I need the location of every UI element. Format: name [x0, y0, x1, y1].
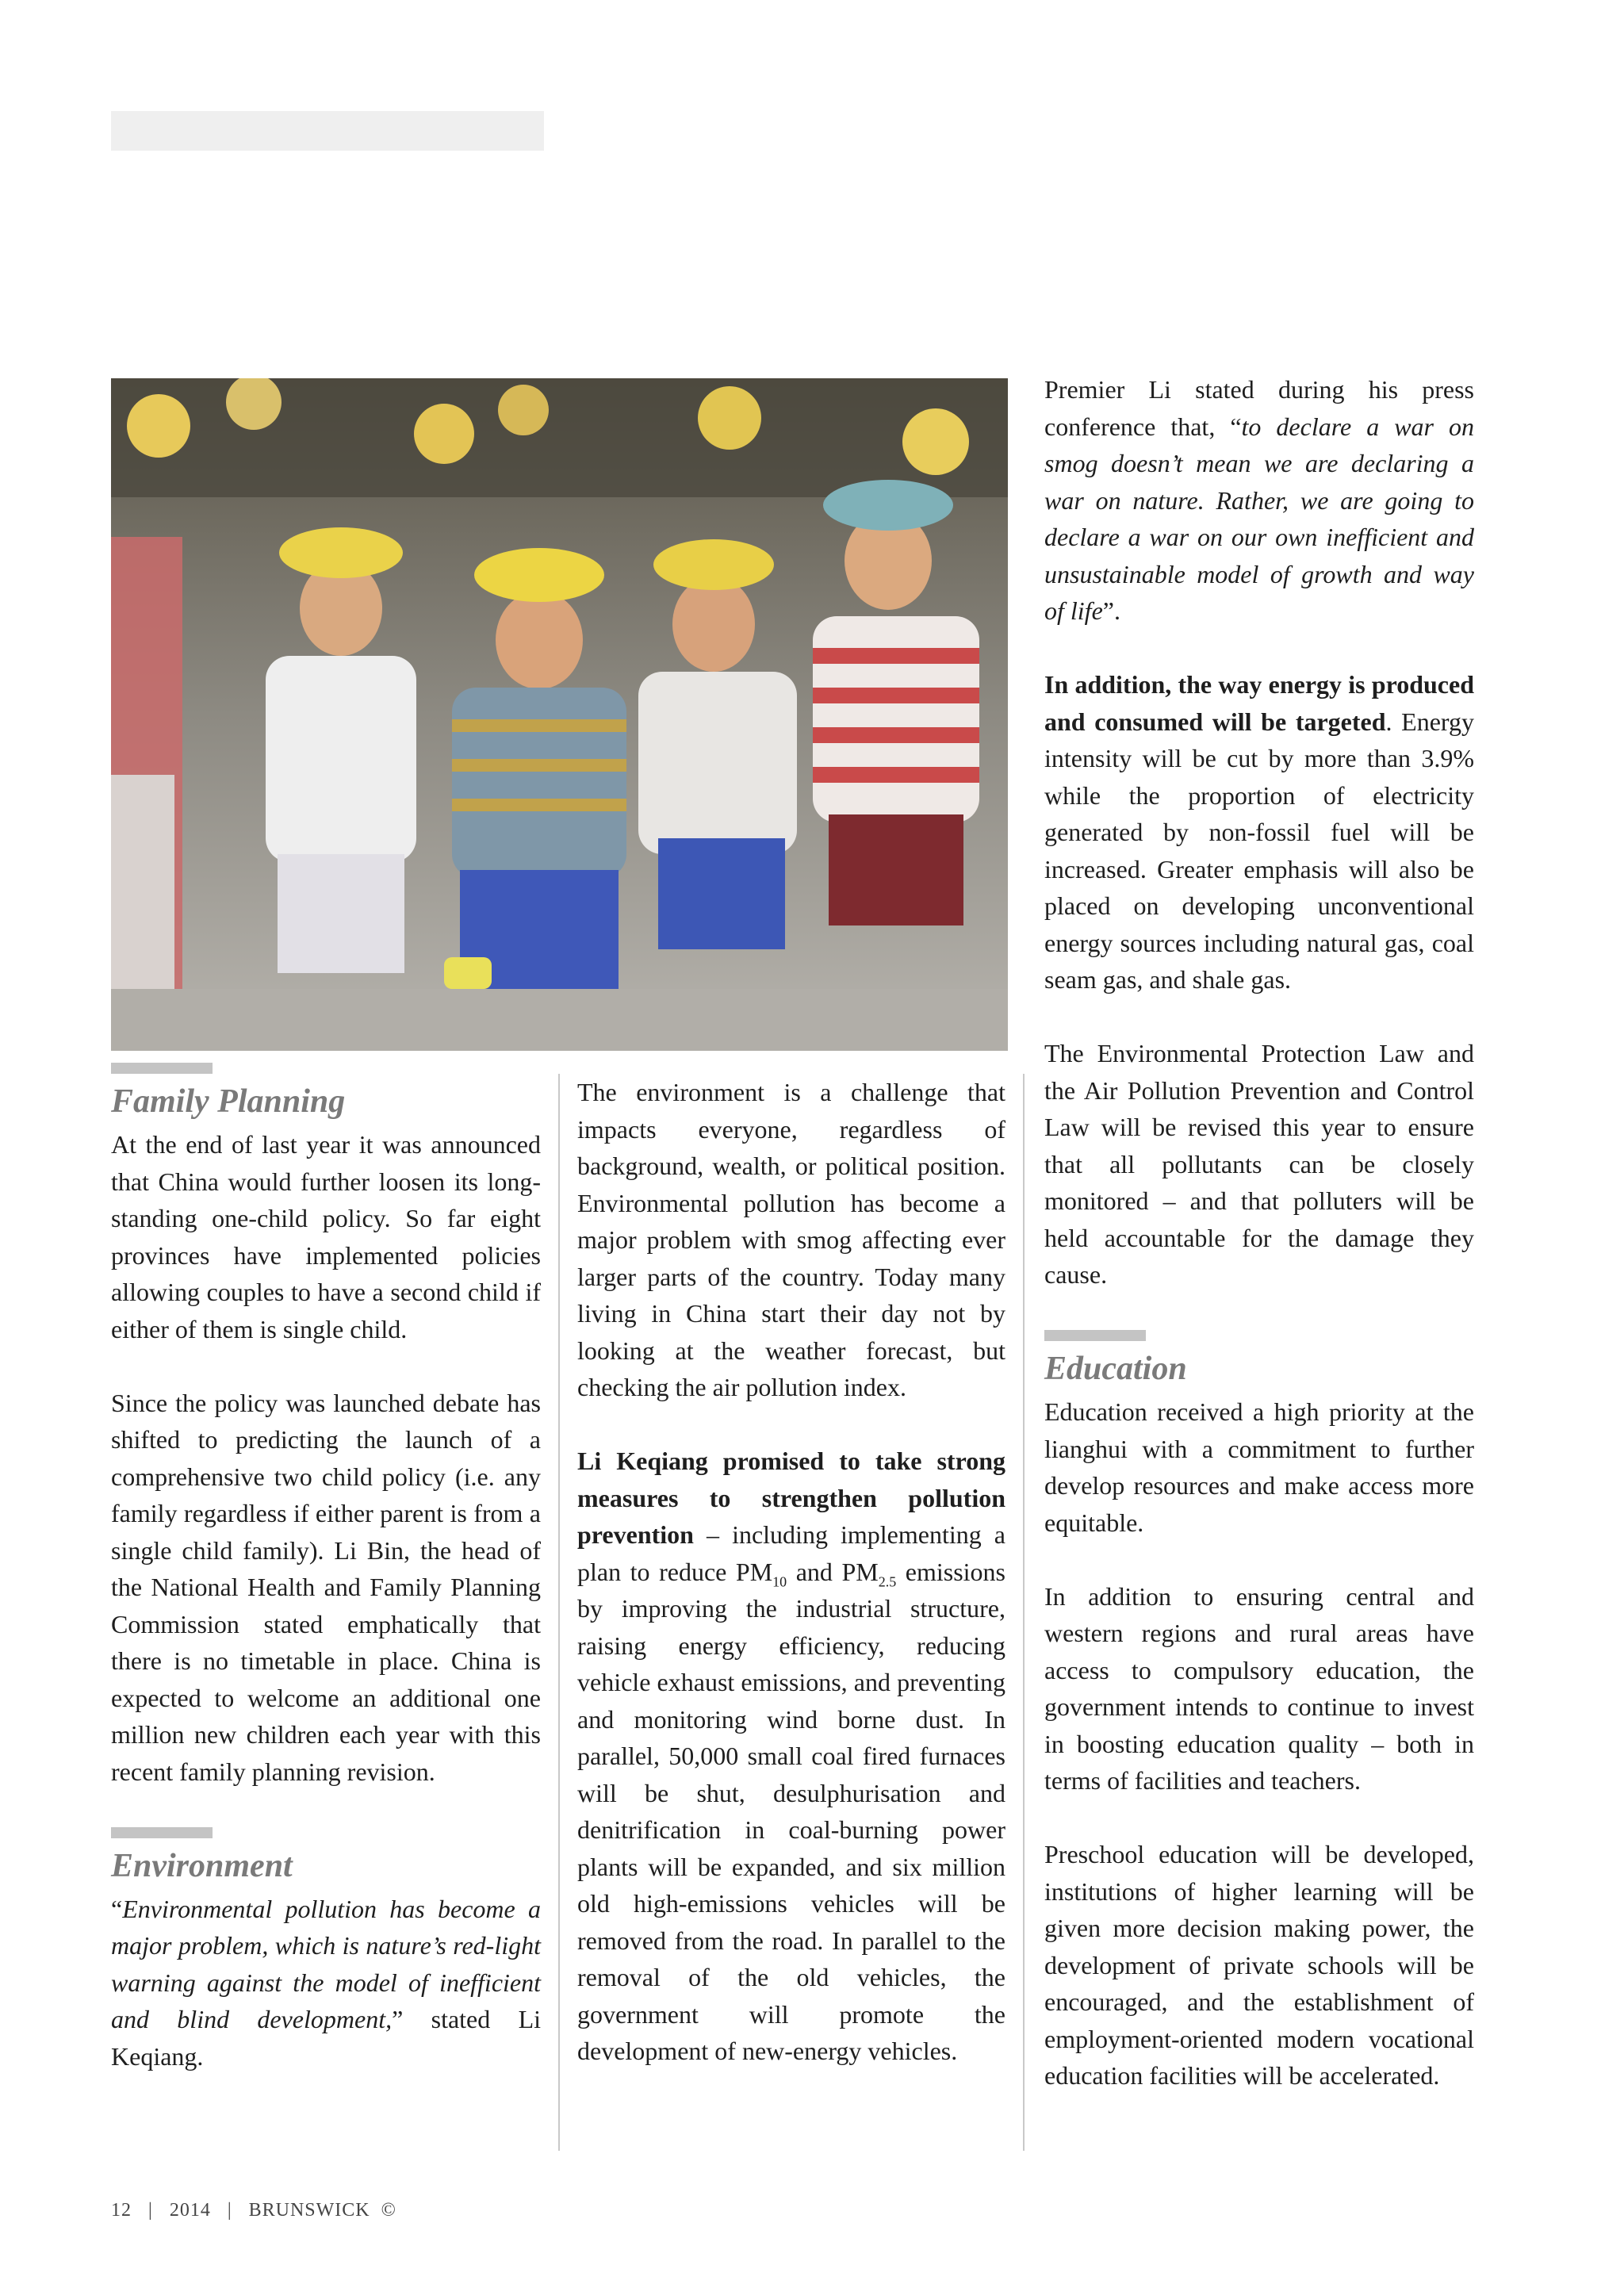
- paragraph: Preschool education will be developed, institutions of higher learning will be given more decision making power, the development of private schools will be encouraged, and the establishment of employment-oriented modern vocational education facilities will be accelerated.: [1044, 1840, 1474, 2090]
- paragraph: Education received a high priority at the lianghui with a commitment to further develop resources and make access more equitable.: [1044, 1397, 1474, 1537]
- paragraph: The environment is a challenge that impacts everyone, regardless of background, wealth, or political position. Environmental pollution has become a major problem with smog affecting ever larger parts of the country. Today many living in China start their day not by looking at the weather forecast, but checking the air pollution index.: [577, 1078, 1005, 1401]
- page-footer: 12 | 2014 | BRUNSWICK ©: [111, 2200, 396, 2221]
- photo-illustration: [111, 378, 1008, 1051]
- column-left: [111, 1063, 541, 2075]
- quote-attribution: stated Li Keqiang.: [111, 2005, 542, 2071]
- section-bar: [111, 1827, 213, 1838]
- column-divider-left: [558, 1074, 560, 2151]
- column-divider-right: [1023, 1074, 1025, 2151]
- paragraph-energy: In addition, the way energy is produced and consumed will be targeted. Energy intensity will be cut by more than 3.9% while the proportion of electricity generated by non-fossil fuel will be increased. Greater emphasis will also be placed on developing unconventional energy sources including natural gas, coal seam gas, and shale gas.: [1044, 670, 1475, 994]
- quote-text: to declare a war on smog doesn’t mean we are declaring a war on nature. Rather, we are going to declare a war on our own inefficient and unsustainable model of growth and way of life: [1044, 412, 1475, 625]
- section-bar: [111, 1063, 213, 1074]
- lead-in-bold: Li Keqiang promised to take strong measures to strengthen pollution prevention: [577, 1447, 1005, 1549]
- section-heading-environment: Environment: [111, 1847, 293, 1884]
- paragraph: In addition to ensuring central and western regions and rural areas have access to compulsory education, the government intends to continue to invest in boosting education quality – both in terms of facilities and teachers.: [1044, 1581, 1474, 1795]
- paragraph: At the end of last year it was announced that China would further loosen its long-standing one-child policy. So far eight provinces have implemented policies allowing couples to have a second child if either of them is single child.: [111, 1130, 541, 1343]
- paragraph: Since the policy was launched debate has shifted to predicting the launch of a comprehensive two child policy (i.e. any family regardless if either parent is from a single child family). Li Bin, the head of the National Health and Family Planning Commission stated emphatically that there is no timetable in place. China is expected to welcome an additional one million new children each year with this recent family planning revision.: [111, 1388, 541, 1786]
- section-heading-education: Education: [1044, 1351, 1187, 1387]
- page-number: 12: [111, 2200, 132, 2221]
- lead-in-bold: In addition, the way energy is produced and consumed will be targeted: [1044, 670, 1474, 736]
- section-bar: [1044, 1330, 1146, 1341]
- copyright-symbol: ©: [381, 2200, 396, 2221]
- header-placeholder-bar: [111, 111, 544, 151]
- column-middle: [577, 1074, 1005, 2070]
- quote-paragraph: “Environmental pollution has become a major problem, which is nature’s red-light warning against the model of inefficient and blind development,” stated Li Keqiang.: [111, 1894, 542, 2071]
- section-heading-family-planning: Family Planning: [111, 1083, 346, 1120]
- footer-brand: BRUNSWICK: [248, 2200, 370, 2221]
- paragraph-pollution: Li Keqiang promised to take strong measures to strengthen pollution prevention – including implementing a plan to reduce $PM_{10}$ and $PM_{2.5}$ emissions by improving the industrial structure, raising energy efficiency, reducing vehicle exhaust emissions, and preventing and monitoring wind borne dust. In parallel, 50,000 small coal fired furnaces will be shut, desulphurisation and denitrification in coal-burning power plants will be expanded, and six million old high-emissions vehicles will be removed from the road. In parallel to the removal of the old vehicles, the government will promote the development of new-energy vehicles.: [577, 1447, 1006, 2065]
- schoolchildren-photo: [111, 378, 1008, 1051]
- column-right: [1044, 371, 1474, 2094]
- paragraph-premier-quote: Premier Li stated during his press conference that, “to declare a war on smog doesn’t mean we are declaring a war on nature. Rather, we are going to declare a war on our own inefficient and unsustainable model of growth and way of life”.: [1044, 375, 1475, 625]
- footer-year: 2014: [169, 2200, 211, 2221]
- quote-text: Environmental pollution has become a major problem, which is nature’s red-light warning against the model of inefficient and blind development,: [111, 1894, 541, 2033]
- paragraph: The Environmental Protection Law and the Air Pollution Prevention and Control Law will be revised this year to ensure that all pollutants can be closely monitored – and that polluters will be held accountable for the damage they cause.: [1044, 1039, 1474, 1289]
